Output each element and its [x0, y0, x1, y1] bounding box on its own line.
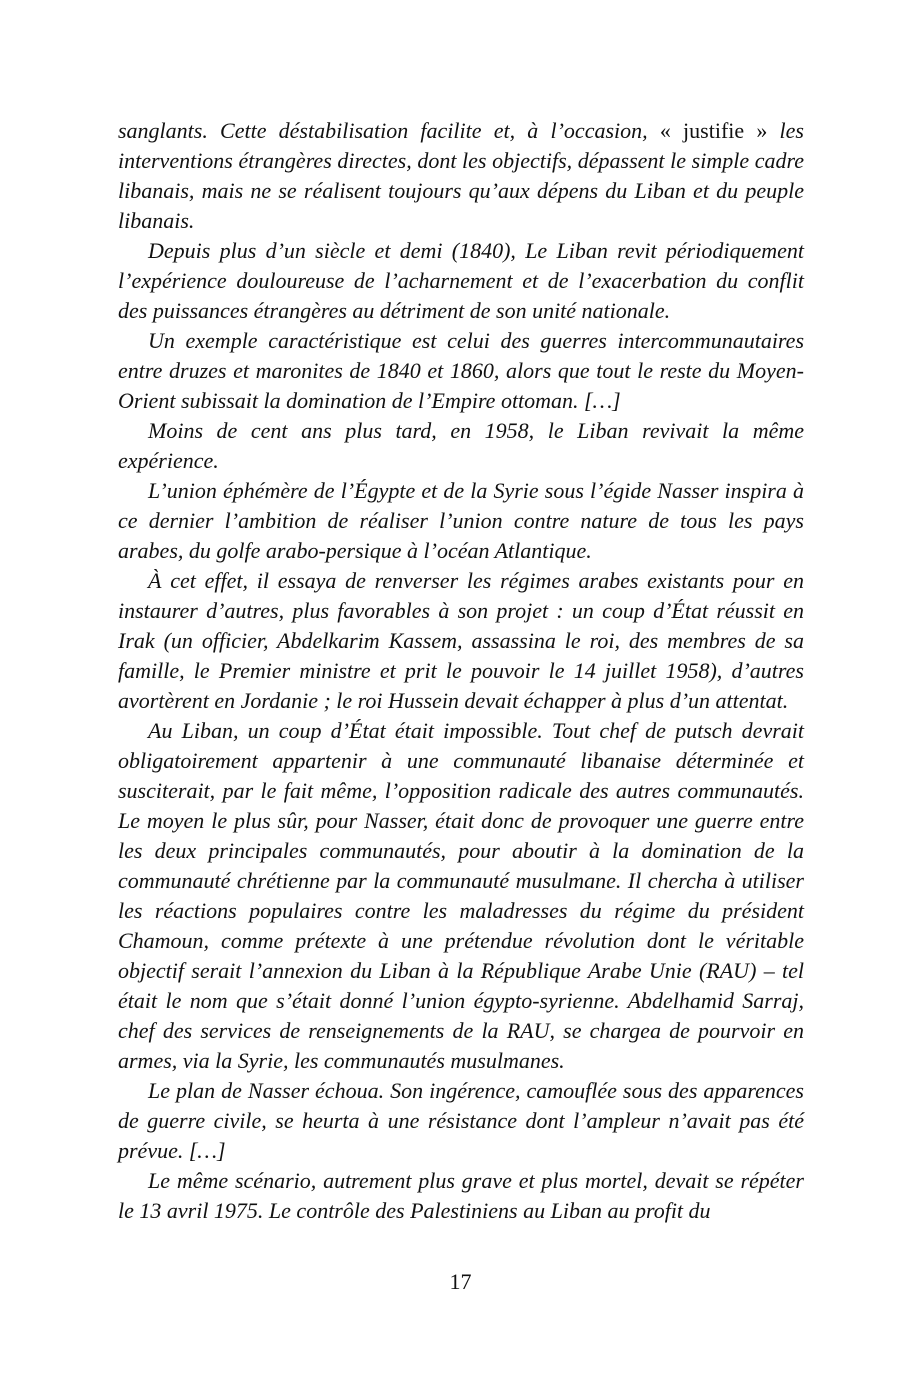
page-body: [118, 116, 804, 1226]
paragraph-2: Depuis plus d’un siècle et demi (1840), Le Liban revit périodiquement l’expérience douloureuse de l’acharnement et de l’exacerbation du conflit des puissances étrangères au détriment de son unité nationale.: [118, 238, 804, 323]
paragraph-1: [118, 116, 804, 236]
paragraph-3: Un exemple caractéristique est celui des guerres intercommunautaires entre druzes et maronites de 1840 et 1860, alors que tout le reste du Moyen-Orient subissait la domination de l’Empire ottoman. […]: [118, 328, 804, 413]
paragraph-1-text-before: sanglants. Cette déstabilisation facilite et, à l’occasion,: [118, 118, 660, 143]
paragraph-9: Le même scénario, autrement plus grave et plus mortel, devait se répéter le 13 avril 1975. Le contrôle des Palestiniens au Liban au profit du: [118, 1168, 804, 1223]
quoted-word: « justifie »: [659, 118, 768, 143]
page-number: 17: [449, 1269, 472, 1294]
paragraph-6: À cet effet, il essaya de renverser les régimes arabes existants pour en instaurer d’autres, plus favorables à son projet : un coup d’État réussit en Irak (un officier, Abdelkarim Kassem, assassina le roi, des membres de sa famille, le Premier ministre et prit le pouvoir le 14 juillet 1958), d’autres avortèrent en Jordanie ; le roi Hussein devait échapper à plus d’un attentat.: [118, 568, 804, 713]
paragraph-8: Le plan de Nasser échoua. Son ingérence, camouflée sous des apparences de guerre civile, se heurta à une résistance dont l’ampleur n’avait pas été prévue. […]: [118, 1078, 804, 1163]
paragraph-7: Au Liban, un coup d’État était impossible. Tout chef de putsch devrait obligatoirement appartenir à une communauté libanaise déterminée et susciterait, par le fait même, l’opposition radicale des autres communautés. Le moyen le plus sûr, pour Nasser, était donc de provoquer une guerre entre les deux principales communautés, pour aboutir à la domination de la communauté chrétienne par la communauté musulmane. Il chercha à utiliser les réactions populaires contre les maladresses du régime du président Chamoun, comme prétexte à une prétendue révolution dont le véritable objectif serait l’annexion du Liban à la République Arabe Unie (RAU) – tel était le nom que s’était donné l’union égypto-syrienne. Abdelhamid Sarraj, chef des services de renseignements de la RAU, se chargea de pourvoir en armes, via la Syrie, les communautés musulmanes.: [118, 718, 804, 1073]
paragraph-1-text-after: les interventions étrangères directes, dont les objectifs, dépassent le simple cadre libanais, mais ne se réalisent toujours qu’aux dépens du Liban et du peuple libanais.: [118, 118, 804, 233]
paragraph-5: L’union éphémère de l’Égypte et de la Syrie sous l’égide Nasser inspira à ce dernier l’ambition de réaliser l’union contre nature de tous les pays arabes, du golfe arabo-persique à l’océan Atlantique.: [118, 478, 804, 563]
paragraph-4: Moins de cent ans plus tard, en 1958, le Liban revivait la même expérience.: [118, 418, 804, 473]
